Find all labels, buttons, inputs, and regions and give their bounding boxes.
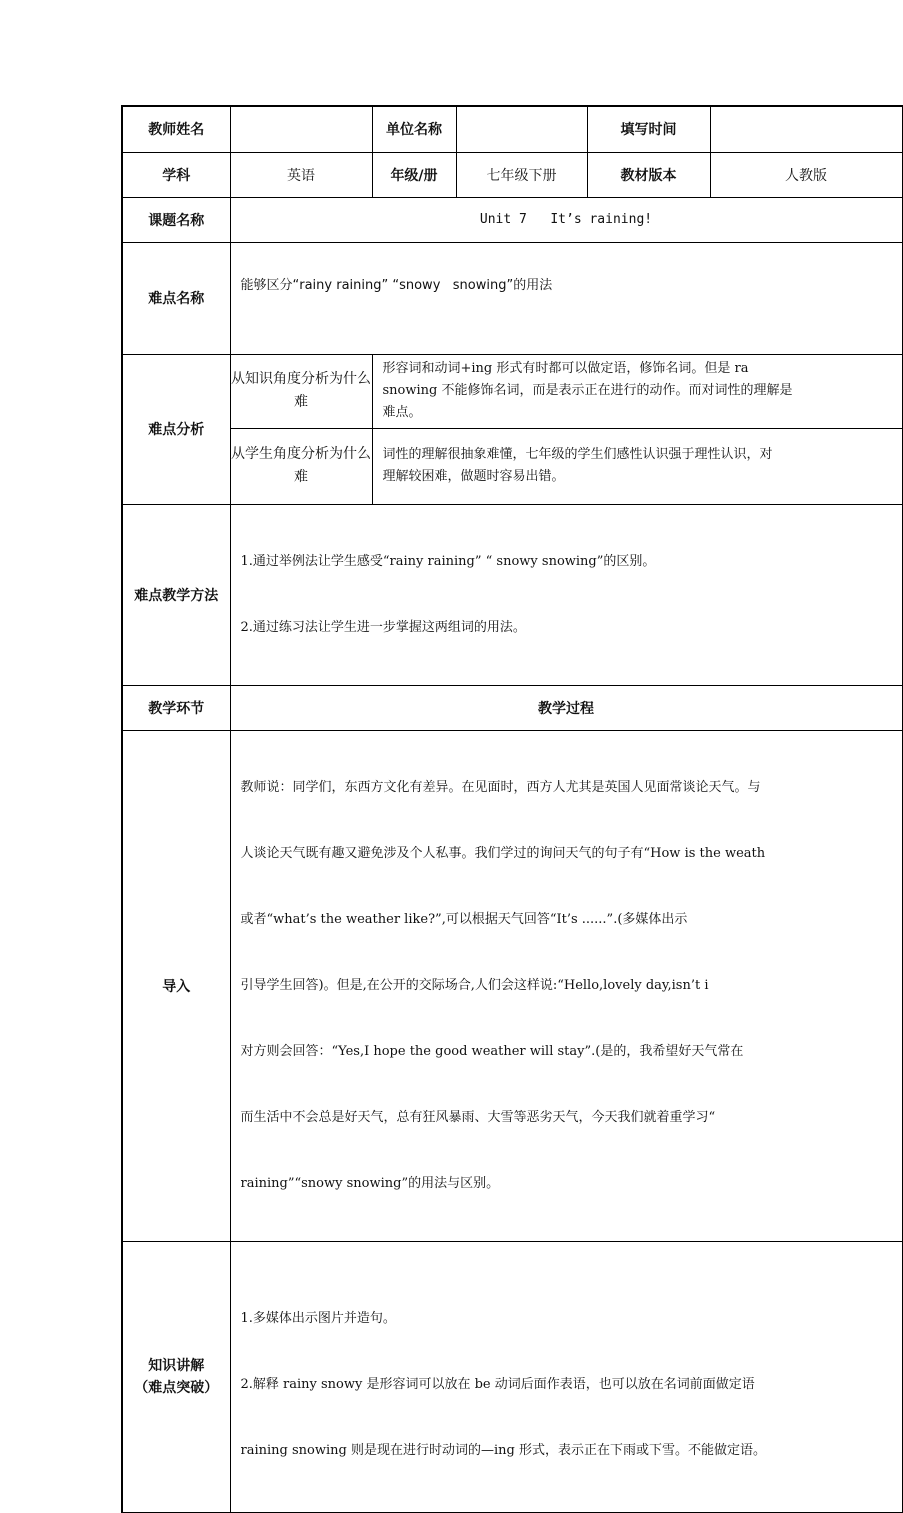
topic-row	[122, 197, 902, 242]
unit-name-value	[456, 106, 587, 152]
teacher-name-label: 教师姓名	[122, 106, 230, 152]
knowledge-angle-text	[373, 356, 902, 426]
intro-line: 或者“what’s the weather like?”,可以根据天气回答“It’s ......”.(多媒体出示	[240, 911, 688, 927]
analysis-knowledge-row	[122, 354, 902, 428]
header-row	[122, 106, 902, 152]
difficulty-cell	[230, 242, 902, 354]
lesson-plan-table	[121, 105, 903, 1513]
analysis-label: 难点分析	[122, 354, 230, 504]
subject-value: 英语	[230, 152, 372, 197]
intro-line: 人谈论天气既有趣又避免涉及个人私事。我们学过的询问天气的句子有“How is the weath	[240, 845, 766, 861]
method-line: 1.通过举例法让学生感受“rainy raining” “ snowy snowing”的区别。	[240, 553, 656, 569]
knowledge-line: 难点。	[382, 405, 422, 420]
student-angle-label: 从学生角度分析为什么难	[230, 428, 372, 504]
explain-line: 1.多媒体出示图片并造句。	[240, 1310, 396, 1326]
method-row	[122, 504, 902, 685]
intro-text	[231, 731, 902, 1241]
explain-label-line2: （难点突破）	[134, 1379, 219, 1396]
student-line: 词性的理解很抽象难懂，七年级的学生们感性认识强于理性认识，对	[382, 447, 773, 462]
subject-label: 学科	[122, 152, 230, 197]
explain-cell	[230, 1241, 902, 1512]
unit-name-label: 单位名称	[372, 106, 456, 152]
fill-date-value	[710, 106, 902, 152]
student-angle-text	[373, 442, 902, 490]
explain-line: 2.解释 rainy snowy 是形容词可以放在 be 动词后面作表语，也可以放在名词前面做定语	[240, 1376, 755, 1392]
intro-label: 导入	[122, 730, 230, 1241]
teaching-stage-label: 教学环节	[122, 685, 230, 730]
student-line: 理解较困难，做题时容易出错。	[382, 469, 565, 484]
intro-line: 引导学生回答)。但是,在公开的交际场合,人们会这样说:“Hello,lovely day,isn’t i	[240, 977, 709, 993]
grade-value: 七年级下册	[456, 152, 587, 197]
intro-line: 而生活中不会总是好天气，总有狂风暴雨、大雪等恶劣天气，今天我们就着重学习“	[240, 1109, 716, 1125]
intro-line: raining”“snowy snowing”的用法与区别。	[240, 1175, 500, 1191]
intro-cell	[230, 730, 902, 1241]
info-row	[122, 152, 902, 197]
intro-row	[122, 730, 902, 1241]
difficulty-label: 难点名称	[122, 242, 230, 354]
explain-label	[122, 1241, 230, 1512]
knowledge-line: 形容词和动词+ing 形式有时都可以做定语，修饰名词。但是 ra	[382, 361, 749, 376]
method-line: 2.通过练习法让学生进一步掌握这两组词的用法。	[240, 619, 526, 635]
teaching-process-label: 教学过程	[230, 685, 902, 730]
analysis-student-row	[122, 428, 902, 504]
explain-line: raining snowing 则是现在进行时动词的—ing 形式，表示正在下雨或下雪。不能做定语。	[240, 1442, 766, 1458]
process-header-row	[122, 685, 902, 730]
method-label: 难点教学方法	[122, 504, 230, 685]
teacher-name-value	[230, 106, 372, 152]
grade-label: 年级/册	[372, 152, 456, 197]
explain-text	[231, 1242, 902, 1508]
student-angle-cell	[372, 428, 902, 504]
knowledge-line: snowing 不能修饰名词，而是表示正在进行的动作。而对词性的理解是	[382, 383, 793, 398]
topic-label: 课题名称	[122, 197, 230, 242]
fill-date-label: 填写时间	[587, 106, 710, 152]
difficulty-value: 能够区分“rainy raining” “snowy snowing”的用法	[240, 277, 553, 293]
intro-line: 对方则会回答：“Yes,I hope the good weather will stay”.(是的，我希望好天气常在	[240, 1043, 744, 1059]
explain-label-line1: 知识讲解	[148, 1357, 205, 1374]
topic-value: Unit 7 It’s raining!	[230, 197, 902, 242]
method-text	[231, 505, 902, 685]
difficulty-row	[122, 242, 902, 354]
knowledge-angle-cell	[372, 354, 902, 428]
intro-line: 教师说：同学们，东西方文化有差异。在见面时，西方人尤其是英国人见面常谈论天气。与	[240, 779, 761, 795]
explain-row	[122, 1241, 902, 1512]
knowledge-angle-label: 从知识角度分析为什么难	[230, 354, 372, 428]
method-cell	[230, 504, 902, 685]
edition-value: 人教版	[710, 152, 902, 197]
edition-label: 教材版本	[587, 152, 710, 197]
